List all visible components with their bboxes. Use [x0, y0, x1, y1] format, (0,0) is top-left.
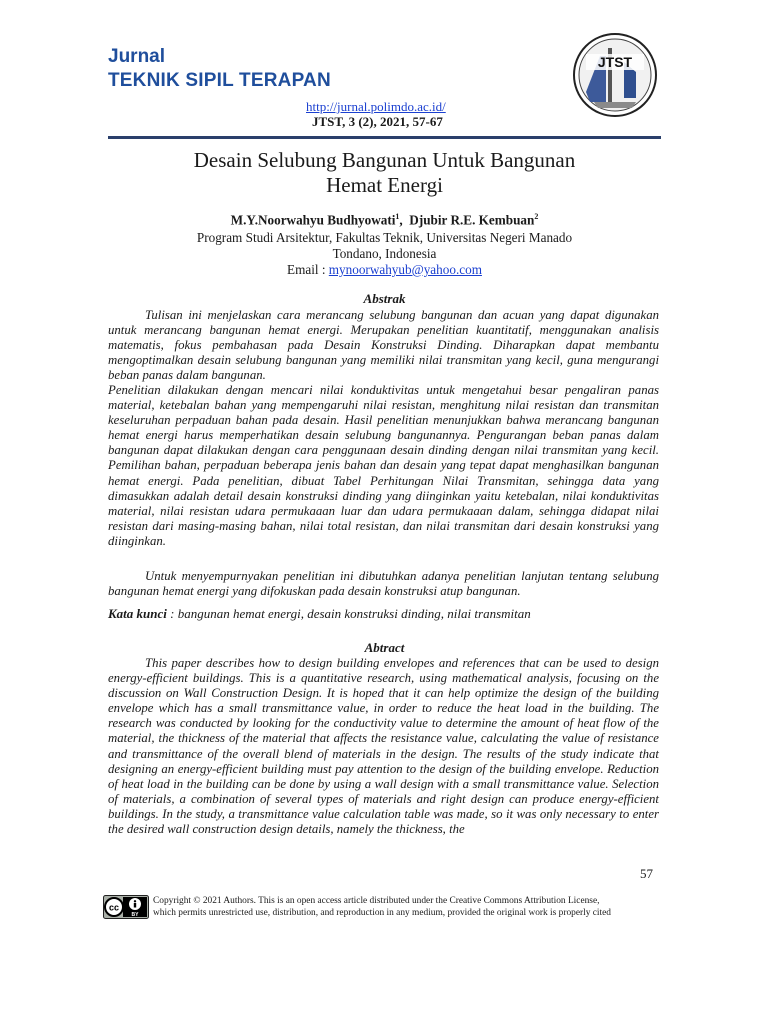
keywords — [108, 606, 661, 622]
jtst-logo — [572, 32, 658, 118]
svg-text:cc: cc — [108, 902, 120, 913]
author-separator: , — [399, 212, 410, 228]
header-divider — [108, 136, 661, 139]
keywords-value: : bangunan hemat energi, desain konstruksi dinding, nilai transmitan — [166, 606, 531, 621]
keywords-label: Kata kunci — [108, 606, 167, 621]
email-label: Email : — [287, 262, 329, 277]
license-text — [153, 896, 663, 919]
license-line-2: which permits unrestricted use, distribution, and reproduction in any medium, provided the original work is properly cited — [153, 907, 611, 918]
article-title — [108, 148, 661, 198]
abstrak-paragraph-1: Tulisan ini menjelaskan cara merancang selubung bangunan dan acuan yang dapat digunakan untuk merancang bangunan hemat energi. Merupakan penelitian kuantitatif, menggunakan analisis matematis, fokus pembahasan pada Desain Konstruksi Dinding. Diharapkan dapat membantu mengoptimalkan desain selubung bangunan yang memiliki nilai transmitan yang kecil, guna mengurangi beban panas dalam bangunan. — [108, 308, 659, 383]
journal-label: Jurnal — [108, 46, 166, 67]
abstrak-paragraph-2: Penelitian dilakukan dengan mencari nilai konduktivitas untuk mengetahui besar pengaliran panas material, ketebalan bahan yang mempengaruhi nilai resistan, menghitung nilai resistan dan transmitan keseluruhan perpaduan bahan pada desain. Hasil penelitian menunjukkan bahwa merancang bangunan hemat energi harus memperhatikan desain selubung bangunannya. Pengurangan beban panas dalam bangunan dapat dilakukan dengan cara penggunaan desain dinding dengan nilai transmitan yang kecil. Pemilihan bahan, perpaduan beberapa jenis bahan dan desain yang tepat dapat menghasilkan bangunan hemat energi. Pada penelitian, dibuat Tabel Perhitungan Nilai Transmitan, sehingga data yang dimasukkan adalah detail desain konstruksi dinding yang diinginkan yaitu ketebalan, nilai konduktivitas material, nilai resistan udara permukaaan luar dan udara permukaaan dalam, sehingga didapat nilai resistan dari masing-masing bahan, nilai total resistan, dan nilai transmitan dari desain konstruksi yang diinginkan. — [108, 383, 659, 548]
journal-url-link[interactable]: http://jurnal.polimdo.ac.id/ — [306, 99, 446, 114]
page-number: 57 — [640, 866, 653, 881]
title-line-1: Desain Selubung Bangunan Untuk Bangunan — [193, 148, 576, 172]
affiliation-line-2: Tondano, Indonesia — [332, 246, 437, 261]
title-line-2: Hemat Energi — [326, 173, 443, 197]
cc-by-license-icon — [103, 895, 149, 919]
svg-text:BY: BY — [131, 912, 139, 918]
author-1-sup: 1 — [395, 212, 400, 221]
email-link[interactable]: mynoorwahyub@yahoo.com — [328, 262, 482, 277]
authors — [108, 212, 661, 228]
abstract-heading: Abtract — [364, 640, 405, 655]
author-2: Djubir R.E. Kembuan — [409, 212, 535, 228]
abstrak-heading: Abstrak — [363, 291, 406, 306]
license-line-1: Copyright © 2021 Authors. This is an open access article distributed under the Creative Commons Attribution License, — [153, 896, 600, 906]
email-line — [108, 262, 661, 278]
journal-name: TEKNIK SIPIL TERAPAN — [108, 70, 331, 91]
abstract-paragraph-1: This paper describes how to design building envelopes and references that can be used to design energy-efficient buildings. This is a quantitative research, using mathematical analysis, focusing on the discussion on Wall Construction Design. It is hoped that it can help optimize the design of the building envelope which has a small transmittance value, in order to reduce the heat load in the building. The research was conducted by looking for the conductivity value to determine the amount of heat flow of the material, the thickness of the material that affects the resistance value, calculating the value of resistance and transmittance of the overall blend of materials in the design. The results of the study indicate that designing an energy-efficient building must pay attention to the design of the building envelope. Reduction of heat load in the building can be done by using a wall design with a small transmittance value. Selection of materials, a combination of several types of materials and right design can produce energy-efficient buildings. In the study, a transmittance value calculation table was made, so it was only necessary to enter the desired wall construction design details, namely the thickness, the — [108, 656, 659, 837]
affiliation-line-1: Program Studi Arsitektur, Fakultas Teknik, Universitas Negeri Manado — [196, 230, 573, 245]
issue-info: JTST, 3 (2), 2021, 57-67 — [312, 114, 443, 129]
abstrak-paragraph-3: Untuk menyempurnyakan penelitian ini dibutuhkan adanya penelitian lanjutan tentang selubung bangunan hemat energi yang difokuskan pada desain konstruksi atup bangunan. — [108, 569, 659, 599]
logo-text: JTST — [597, 54, 633, 70]
author-2-sup: 2 — [534, 212, 539, 221]
author-1: M.Y.Noorwahyu Budhyowati — [230, 212, 396, 228]
